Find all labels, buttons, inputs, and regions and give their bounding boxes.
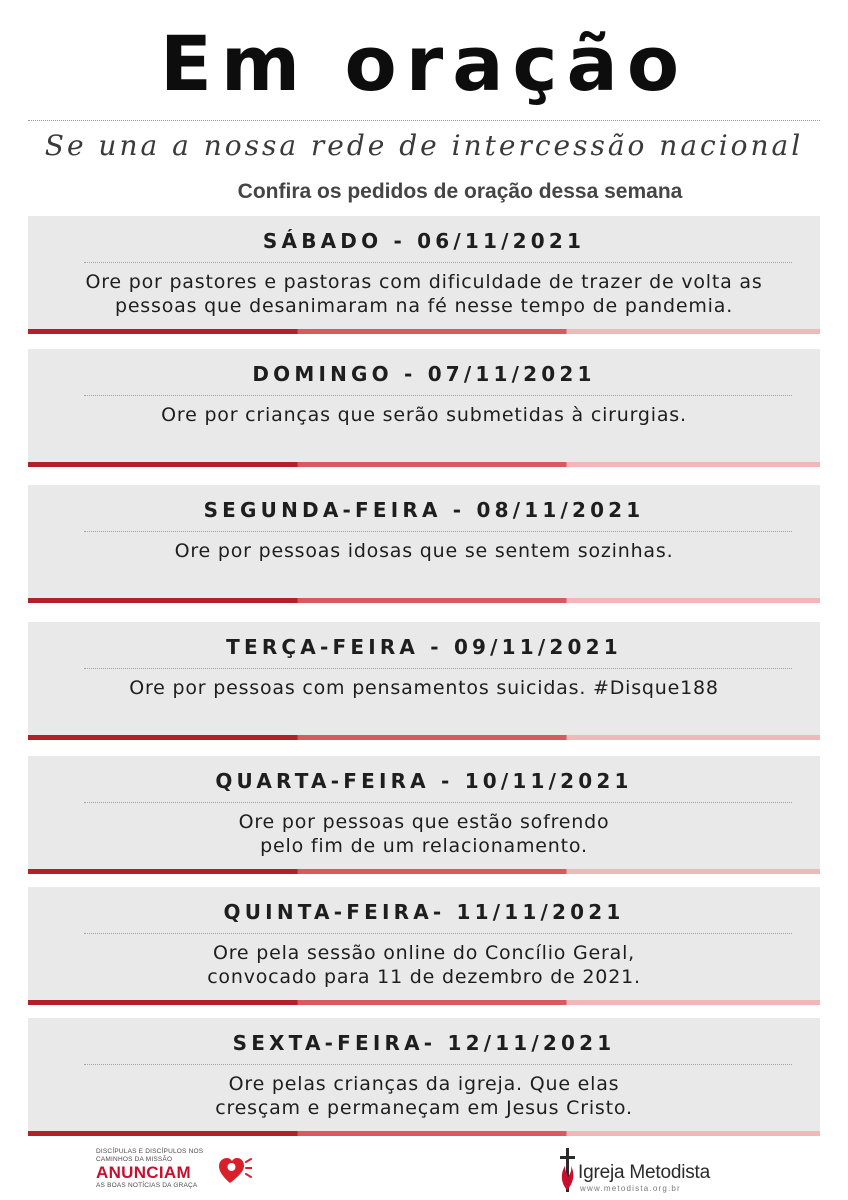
- heart-icon: [218, 1156, 252, 1186]
- prayer-card-tuesday: [28, 622, 820, 740]
- campaign-tagline: DISCÍPULAS E DISCÍPULOS NOS: [96, 1148, 204, 1155]
- card-accent-bar: [28, 598, 820, 603]
- campaign-logo: [96, 1148, 256, 1196]
- page-title: Em oração: [159, 19, 689, 108]
- card-divider: [84, 531, 792, 532]
- card-message-line: Ore por pessoas com pensamentos suicidas. #Disque188: [129, 677, 719, 699]
- card-divider: [84, 933, 792, 934]
- card-message: [38, 1072, 810, 1120]
- prayer-card-wednesday: [28, 756, 820, 874]
- card-message-line: cresçam e permaneçam em Jesus Cristo.: [215, 1097, 633, 1119]
- card-message-line: pelo fim de um relacionamento.: [260, 835, 588, 857]
- card-message-line: Ore pela sessão online do Concílio Geral,: [212, 942, 636, 964]
- lead-text: Confira os pedidos de oração dessa semana: [237, 180, 683, 203]
- card-day-heading: QUINTA-FEIRA- 11/11/2021: [223, 900, 625, 924]
- card-accent-bar: [28, 1131, 820, 1136]
- card-message-line: Ore por crianças que serão submetidas à cirurgias.: [161, 404, 687, 426]
- prayer-card-sunday: [28, 349, 820, 467]
- card-day-heading: SEGUNDA-FEIRA - 08/11/2021: [203, 498, 645, 522]
- card-divider: [84, 262, 792, 263]
- church-url: www.metodista.org.br: [580, 1184, 681, 1193]
- cross-flame-icon: [556, 1146, 578, 1196]
- card-accent-bar: [28, 735, 820, 740]
- card-accent-bar: [28, 462, 820, 467]
- card-accent-bar: [28, 1000, 820, 1005]
- card-accent-bar: [28, 869, 820, 874]
- page-subtitle: Se una a nossa rede de intercessão nacional: [44, 129, 804, 162]
- card-message: [38, 941, 810, 989]
- card-message-line: Ore por pastores e pastoras com dificuldade de trazer de volta as: [85, 271, 763, 293]
- prayer-card-thursday: [28, 887, 820, 1005]
- card-accent-bar: [28, 329, 820, 334]
- card-message-line: Ore por pessoas idosas que se sentem sozinhas.: [174, 540, 674, 562]
- card-message-line: Ore pelas crianças da igreja. Que elas: [228, 1073, 620, 1095]
- card-message: [38, 270, 810, 318]
- card-message: [38, 676, 810, 700]
- card-day-heading: QUARTA-FEIRA - 10/11/2021: [215, 769, 633, 793]
- card-divider: [84, 668, 792, 669]
- card-message-line: Ore por pessoas que estão sofrendo: [238, 811, 610, 833]
- church-logo: [556, 1146, 726, 1198]
- card-day-heading: DOMINGO - 07/11/2021: [252, 362, 596, 386]
- campaign-tagline: AS BOAS NOTÍCIAS DA GRAÇA: [96, 1182, 198, 1189]
- card-message: [38, 539, 810, 563]
- campaign-headline: ANUNCIAM: [96, 1163, 191, 1182]
- card-divider: [84, 1064, 792, 1065]
- prayer-card-friday: [28, 1018, 820, 1136]
- card-message: [38, 403, 810, 427]
- title-divider: [28, 120, 820, 121]
- card-divider: [84, 395, 792, 396]
- card-day-heading: TERÇA-FEIRA - 09/11/2021: [226, 635, 622, 659]
- card-day-heading: SEXTA-FEIRA- 12/11/2021: [232, 1031, 616, 1055]
- card-message-line: pessoas que desanimaram na fé nesse tempo de pandemia.: [114, 295, 734, 317]
- card-message: [38, 810, 810, 858]
- campaign-tagline: CAMINHOS DA MISSÃO: [96, 1156, 173, 1163]
- prayer-card-monday: [28, 485, 820, 603]
- card-divider: [84, 802, 792, 803]
- prayer-card-saturday: [28, 216, 820, 334]
- card-message-line: convocado para 11 de dezembro de 2021.: [207, 966, 641, 988]
- church-name: Igreja Metodista: [578, 1162, 710, 1183]
- card-day-heading: SÁBADO - 06/11/2021: [262, 229, 586, 253]
